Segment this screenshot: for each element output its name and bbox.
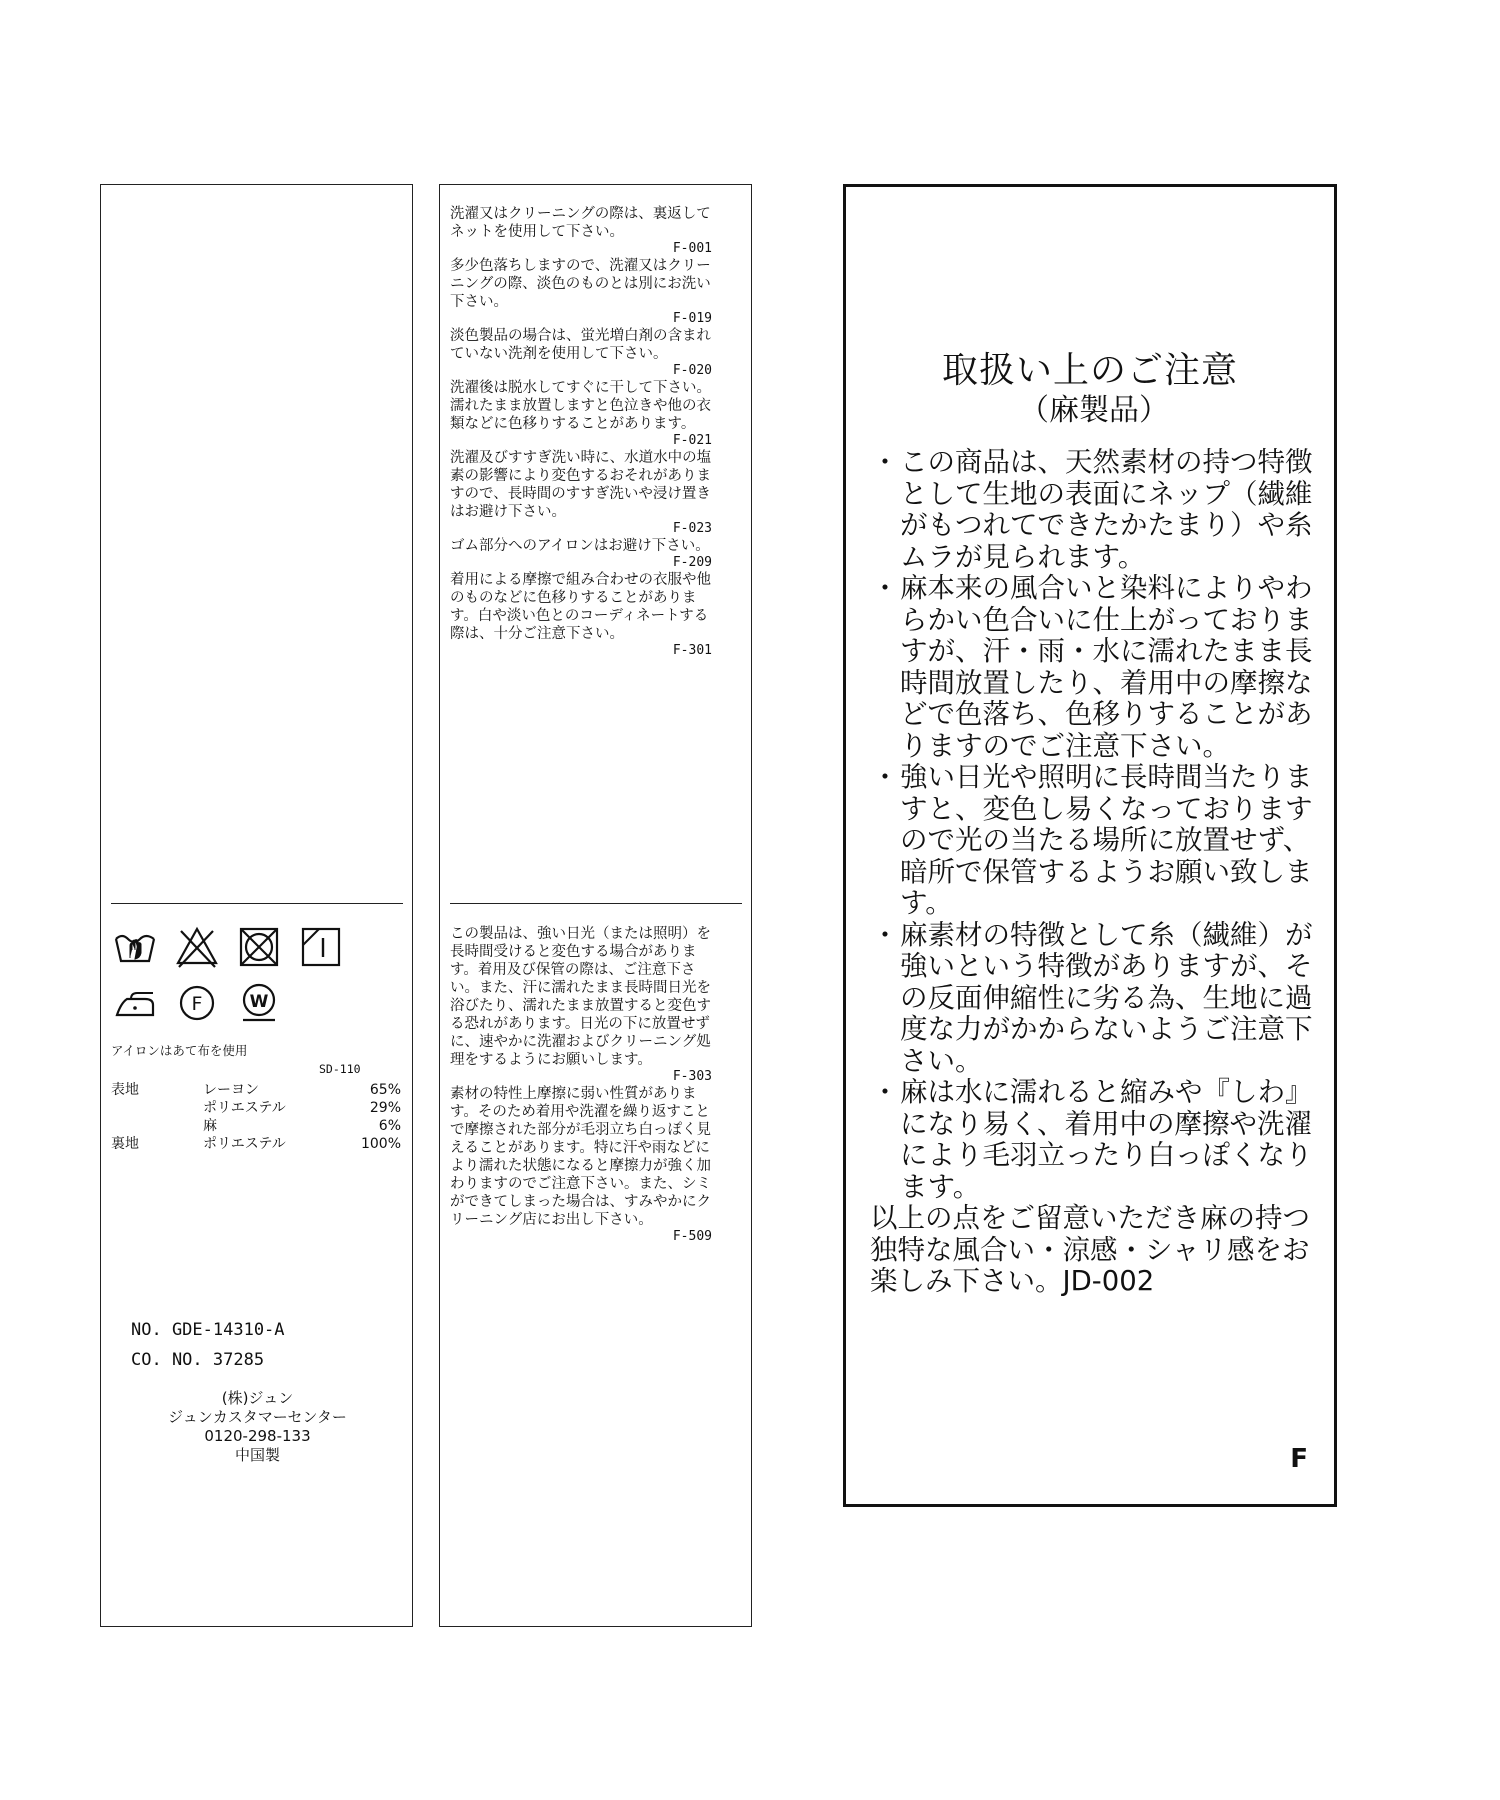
composition-row	[111, 1099, 401, 1117]
care-note	[450, 537, 712, 571]
care-note-text: 素材の特性上摩擦に弱い性質があります。そのため着用や洗濯を繰り返すことで摩擦された部分が毛羽立ち白っぽく見えることがあります。特に汗や雨などにより濡れた状態になると摩擦力が強く加わりますのでご注意下さい。また、シミができてしまった場合は、すみやかにクリーニング店にお出し下さい。	[450, 1086, 711, 1228]
closing-text: 以上の点をご留意いただき麻の持つ独特な風合い・涼感・シャリ感をお楽しみ下さい。JD-002	[870, 1202, 1310, 1297]
composition-part	[111, 1117, 203, 1135]
caution-item	[870, 762, 1320, 920]
caution-text: 麻素材の特徴として糸（繊維）が強いという特徴がありますが、その反面伸縮性に劣る為、生地に過度な力がかからないようご注意下さい。	[900, 918, 1313, 1077]
care-note	[450, 379, 712, 449]
caution-item	[870, 573, 1320, 762]
care-label-left	[100, 184, 413, 1627]
care-note	[450, 257, 712, 327]
iron-note: アイロンはあて布を使用	[111, 1043, 248, 1058]
wet-clean-w-icon	[237, 981, 281, 1025]
care-note	[450, 449, 712, 537]
care-note-text: 淡色製品の場合は、蛍光増白剤の含まれていない洗剤を使用して下さい。	[450, 328, 711, 362]
care-note	[450, 571, 712, 659]
composition-part	[111, 1099, 203, 1117]
company-name: (株)ジュン	[221, 1389, 294, 1407]
care-note	[450, 205, 712, 257]
caution-item	[870, 447, 1320, 573]
care-note-code: F-001	[672, 241, 712, 256]
care-note	[450, 1085, 712, 1245]
care-note-code: F-303	[672, 1069, 712, 1084]
composition-percent: 29%	[369, 1100, 401, 1116]
care-note-code: F-023	[672, 521, 712, 536]
line-dry-icon	[299, 925, 343, 969]
bullet-mark: ・	[871, 918, 899, 951]
no-bleach-icon	[175, 925, 219, 969]
composition-percent: 100%	[360, 1136, 401, 1152]
care-note-code: F-509	[672, 1229, 712, 1244]
bullet-mark: ・	[871, 572, 899, 604]
customer-center: ジュンカスタマーセンター	[168, 1408, 347, 1426]
composition-material: ポリエステル	[203, 1136, 286, 1152]
care-symbols-row-1	[113, 925, 343, 969]
care-note	[450, 925, 712, 1085]
care-note-code: F-301	[672, 643, 712, 658]
size-mark: F	[1290, 1444, 1308, 1474]
bullet-mark: ・	[871, 761, 899, 793]
bullet-mark: ・	[871, 1076, 899, 1108]
composition-material: 麻	[203, 1118, 217, 1134]
care-note-text: 着用による摩擦で組み合わせの衣服や他のものなどに色移りすることがあります。白や淡い色とのコーディネートする際は、十分ご注意下さい。	[450, 572, 711, 642]
country-of-origin: 中国製	[234, 1446, 280, 1464]
iron-low-icon	[113, 981, 157, 1025]
svg-text:W: W	[249, 992, 269, 1012]
caution-item	[870, 1077, 1320, 1203]
care-symbols-row-2	[113, 981, 281, 1025]
care-note-code: F-021	[672, 433, 712, 448]
care-label-middle	[439, 184, 752, 1627]
label-divider	[111, 903, 403, 904]
product-ids	[131, 1315, 285, 1375]
co-number: CO. NO. 37285	[131, 1350, 265, 1370]
sd-code: SD-110	[319, 1062, 361, 1076]
composition-part: 裏地	[111, 1136, 139, 1152]
product-number: NO. GDE-14310-A	[131, 1320, 285, 1340]
care-note-text: ゴム部分へのアイロンはお避け下さい。	[450, 538, 710, 554]
care-note-text: 洗濯後は脱水してすぐに干して下さい。濡れたまま放置しますと色泣きや他の衣類などに色移りすることがあります。	[450, 380, 711, 432]
care-note-text: 洗濯及びすすぎ洗い時に、水道水中の塩素の影響により変色するおそれがありますので、長時間のすすぎ洗いや浸け置きはお避け下さい。	[450, 450, 712, 520]
label-subtitle: （麻製品）	[1019, 393, 1169, 428]
caution-item	[870, 920, 1320, 1078]
care-note-text: 洗濯又はクリーニングの際は、裏返してネットを使用して下さい。	[450, 206, 711, 240]
label-divider	[450, 903, 742, 904]
composition-percent: 65%	[369, 1082, 401, 1098]
composition-percent: 6%	[378, 1118, 401, 1134]
composition-part: 表地	[111, 1082, 139, 1098]
dry-clean-f-icon	[175, 981, 219, 1025]
caution-text: 強い日光や照明に長時間当たりますと、変色し易くなっておりますので光の当たる場所に放置せず、暗所で保管するようお願い致します。	[900, 761, 1313, 919]
care-note-text: この製品は、強い日光（または照明）を長時間受けると変色する場合があります。着用及び保管の際は、ご注意下さい。また、汗に濡れたまま長時間日光を浴びたり、濡れたまま放置すると変色する恐れがあります。日光の下に放置せずに、速やかに洗濯およびクリーニング処理をするようにお願いします。	[450, 926, 711, 1068]
caution-text: この商品は、天然素材の持つ特徴として生地の表面にネップ（繊維がもつれてできたかたまり）や糸ムラが見られます。	[900, 446, 1313, 573]
care-note	[450, 327, 712, 379]
care-note-code: F-019	[672, 311, 712, 326]
label-title: 取扱い上のご注意	[941, 350, 1238, 391]
care-note-text: 多少色落ちしますので、洗濯又はクリーニングの際、淡色のものとは別にお洗い下さい。	[450, 258, 711, 310]
composition-table	[111, 1081, 401, 1153]
care-label-right	[843, 184, 1337, 1507]
composition-row	[111, 1135, 401, 1153]
maker-info	[101, 1389, 414, 1465]
care-notes-top	[450, 205, 712, 659]
composition-row	[111, 1117, 401, 1135]
phone-number: 0120-298-133	[204, 1427, 311, 1445]
caution-text: 麻は水に濡れると縮みや『しわ』になり易く、着用中の摩擦や洗濯により毛羽立ったり白っぽくなります。	[900, 1076, 1313, 1203]
composition-material: レーヨン	[203, 1082, 259, 1098]
svg-text:F: F	[191, 993, 203, 1015]
care-notes-bottom	[450, 925, 712, 1245]
hand-wash-icon	[113, 925, 157, 969]
composition-row	[111, 1081, 401, 1099]
care-note-code: F-020	[672, 363, 712, 378]
caution-text: 麻本来の風合いと染料によりやわらかい色合いに仕上がっておりますが、汗・雨・水に濡れたまま長時間放置したり、着用中の摩擦などで色落ち、色移りすることがありますのでご注意下さい。	[900, 572, 1313, 762]
caution-list	[870, 447, 1320, 1298]
bullet-mark: ・	[871, 446, 899, 478]
care-note-code: F-209	[672, 555, 712, 570]
composition-material: ポリエステル	[203, 1100, 286, 1116]
no-tumble-dry-icon	[237, 925, 281, 969]
